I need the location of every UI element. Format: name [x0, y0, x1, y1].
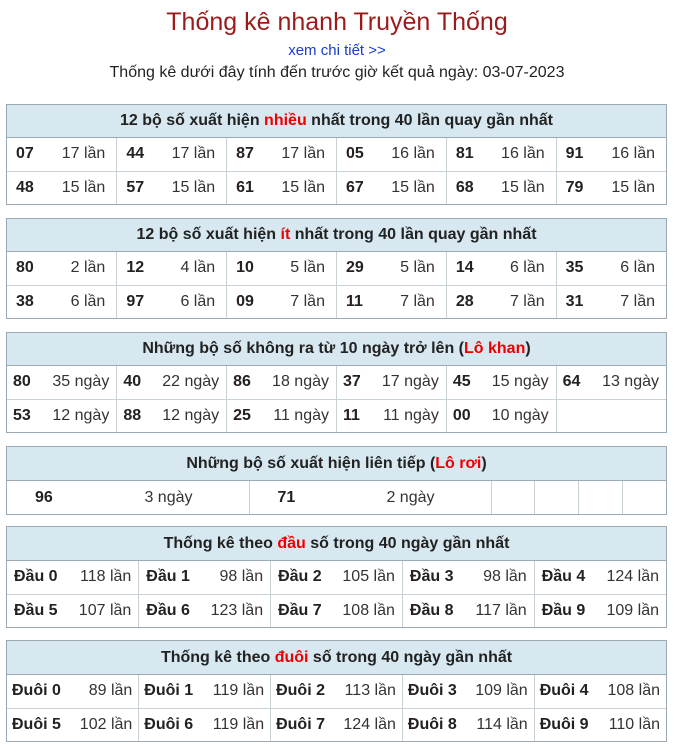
tail-stats-grid [7, 675, 666, 741]
table-row [7, 675, 666, 708]
empty-cell [491, 481, 535, 514]
count: 17 lần [281, 145, 325, 163]
page-title: Thống kê nhanh Truyền Thống [166, 8, 508, 36]
count: 124 lần [343, 715, 396, 733]
tail-stats-header: Thống kê theo đuôi số trong 40 ngày gần nhất [7, 641, 666, 675]
number: 79 [565, 178, 584, 196]
label: Đuôi 2 [276, 682, 325, 700]
count: 11 ngày [273, 406, 329, 424]
label: Đầu 1 [146, 568, 190, 586]
count: 7 lần [509, 292, 545, 310]
most-frequent-header: 12 bộ số xuất hiện nhiều nhất trong 40 lần quay gần nhất [7, 105, 666, 138]
count: 15 lần [611, 178, 655, 196]
detail-link[interactable]: xem chi tiết >> [288, 42, 386, 59]
count: 89 lần [88, 682, 133, 700]
count: 119 lần [212, 682, 265, 700]
label: Đầu 2 [278, 568, 322, 586]
lo-khan-table [6, 332, 667, 433]
lo-roi-table [6, 446, 667, 515]
count: 16 lần [611, 145, 655, 163]
count: 6 lần [180, 292, 216, 310]
number: 80 [13, 373, 31, 391]
head-stats-table [6, 526, 667, 628]
lo-roi-grid [7, 481, 666, 514]
label: Đuôi 6 [144, 715, 194, 733]
label: Đầu 8 [409, 601, 454, 619]
page-header [0, 0, 674, 84]
number: 68 [455, 178, 474, 196]
tail-stats-table [6, 640, 667, 742]
label: Đầu 6 [146, 601, 190, 619]
number: 53 [13, 406, 31, 424]
label: Đuôi 9 [539, 715, 589, 733]
number: 87 [236, 145, 254, 163]
label: Đuôi 4 [539, 682, 589, 700]
label: Đầu 5 [14, 601, 58, 619]
number: 88 [123, 406, 142, 424]
number: 45 [452, 373, 471, 391]
count: 110 lần [608, 715, 660, 733]
number: 29 [345, 259, 364, 277]
count: 16 lần [391, 145, 435, 163]
number: 86 [233, 373, 251, 391]
count: 3 ngày [144, 488, 193, 506]
number: 00 [452, 406, 471, 424]
number: 81 [455, 145, 474, 163]
lo-roi-header: Những bộ số xuất hiện liên tiếp (Lô rơi) [7, 447, 666, 481]
number: 80 [16, 259, 34, 277]
count: 17 ngày [381, 373, 439, 391]
count: 15 ngày [491, 373, 549, 391]
lo-khan-header: Những bộ số không ra từ 10 ngày trở lên (Lô khan) [7, 333, 666, 366]
count: 6 lần [70, 292, 106, 310]
table-row [7, 171, 666, 204]
table-row [7, 252, 666, 285]
number: 25 [233, 406, 251, 424]
number: 35 [565, 259, 584, 277]
table-row [7, 708, 666, 741]
count: 6 lần [620, 259, 655, 277]
label: Đầu 0 [14, 568, 58, 586]
number: 05 [345, 145, 364, 163]
count: 18 ngày [272, 373, 329, 391]
count: 98 lần [219, 568, 264, 586]
number: 07 [16, 145, 34, 163]
empty-cell [579, 481, 623, 514]
least-frequent-grid [7, 252, 666, 318]
number: 12 [126, 259, 145, 277]
number: 67 [345, 178, 364, 196]
count: 105 lần [342, 568, 395, 586]
most-frequent-grid [7, 138, 666, 204]
count: 12 ngày [162, 406, 220, 424]
number: 11 [342, 406, 360, 424]
count: 107 lần [78, 601, 132, 619]
count: 10 ngày [491, 406, 549, 424]
least-frequent-header: 12 bộ số xuất hiện ít nhất trong 40 lần quay gần nhất [7, 219, 666, 252]
number: 40 [123, 373, 142, 391]
page-subtitle: Thống kê dưới đây tính đến trước giờ kết quả ngày: 03-07-2023 [109, 64, 565, 81]
table-row [7, 594, 666, 627]
count: 5 lần [290, 259, 325, 277]
count: 15 lần [61, 178, 106, 196]
empty-cell [535, 481, 579, 514]
label: Đầu 3 [409, 568, 454, 586]
number: 44 [126, 145, 145, 163]
number: 11 [345, 292, 363, 310]
label: Đuôi 5 [12, 715, 61, 733]
count: 98 lần [483, 568, 527, 586]
label: Đuôi 0 [12, 682, 61, 700]
count: 117 lần [475, 601, 527, 619]
count: 113 lần [344, 682, 396, 700]
table-row [7, 285, 666, 318]
table-row [7, 366, 666, 399]
table-row [7, 561, 666, 594]
count: 6 lần [509, 259, 545, 277]
count: 22 ngày [162, 373, 220, 391]
count: 15 lần [281, 178, 325, 196]
number: 14 [455, 259, 474, 277]
number: 10 [236, 259, 254, 277]
label: Đuôi 7 [276, 715, 325, 733]
count: 7 lần [620, 292, 655, 310]
count: 2 ngày [386, 488, 435, 506]
least-frequent-table [6, 218, 667, 319]
count: 109 lần [606, 601, 659, 619]
number: 57 [126, 178, 145, 196]
table-row [7, 138, 666, 171]
count: 7 lần [400, 292, 435, 310]
head-stats-grid [7, 561, 666, 627]
label: Đuôi 3 [407, 682, 457, 700]
table-row [7, 481, 666, 514]
count: 15 lần [391, 178, 435, 196]
count: 35 ngày [52, 373, 110, 391]
count: 124 lần [606, 568, 659, 586]
number: 09 [236, 292, 254, 310]
count: 102 lần [79, 715, 133, 733]
lo-khan-grid [7, 366, 666, 432]
count: 13 ngày [602, 373, 659, 391]
number: 28 [455, 292, 474, 310]
number: 31 [565, 292, 584, 310]
empty-cell [556, 399, 666, 432]
number: 38 [16, 292, 34, 310]
number: 71 [277, 488, 296, 506]
label: Đuôi 8 [407, 715, 457, 733]
number: 97 [126, 292, 145, 310]
number: 91 [565, 145, 584, 163]
count: 118 lần [79, 568, 132, 586]
count: 5 lần [400, 259, 435, 277]
table-row [7, 399, 666, 432]
most-frequent-table [6, 104, 667, 205]
number: 96 [35, 488, 53, 506]
count: 15 lần [501, 178, 545, 196]
count: 109 lần [475, 682, 528, 700]
label: Đầu 9 [541, 601, 586, 619]
count: 12 ngày [52, 406, 110, 424]
count: 119 lần [212, 715, 265, 733]
count: 2 lần [70, 259, 106, 277]
label: Đầu 4 [541, 568, 586, 586]
count: 4 lần [180, 259, 216, 277]
head-stats-header: Thống kê theo đầu số trong 40 ngày gần nhất [7, 527, 666, 561]
empty-cell [622, 481, 666, 514]
number: 48 [16, 178, 34, 196]
count: 17 lần [61, 145, 106, 163]
number: 61 [236, 178, 254, 196]
number: 37 [342, 373, 361, 391]
number: 64 [562, 373, 581, 391]
count: 108 lần [342, 601, 395, 619]
count: 15 lần [171, 178, 216, 196]
count: 17 lần [171, 145, 216, 163]
count: 7 lần [290, 292, 325, 310]
count: 11 ngày [383, 406, 439, 424]
count: 108 lần [607, 682, 660, 700]
label: Đuôi 1 [144, 682, 194, 700]
count: 123 lần [210, 601, 264, 619]
label: Đầu 7 [278, 601, 322, 619]
count: 16 lần [501, 145, 545, 163]
count: 114 lần [476, 715, 528, 733]
